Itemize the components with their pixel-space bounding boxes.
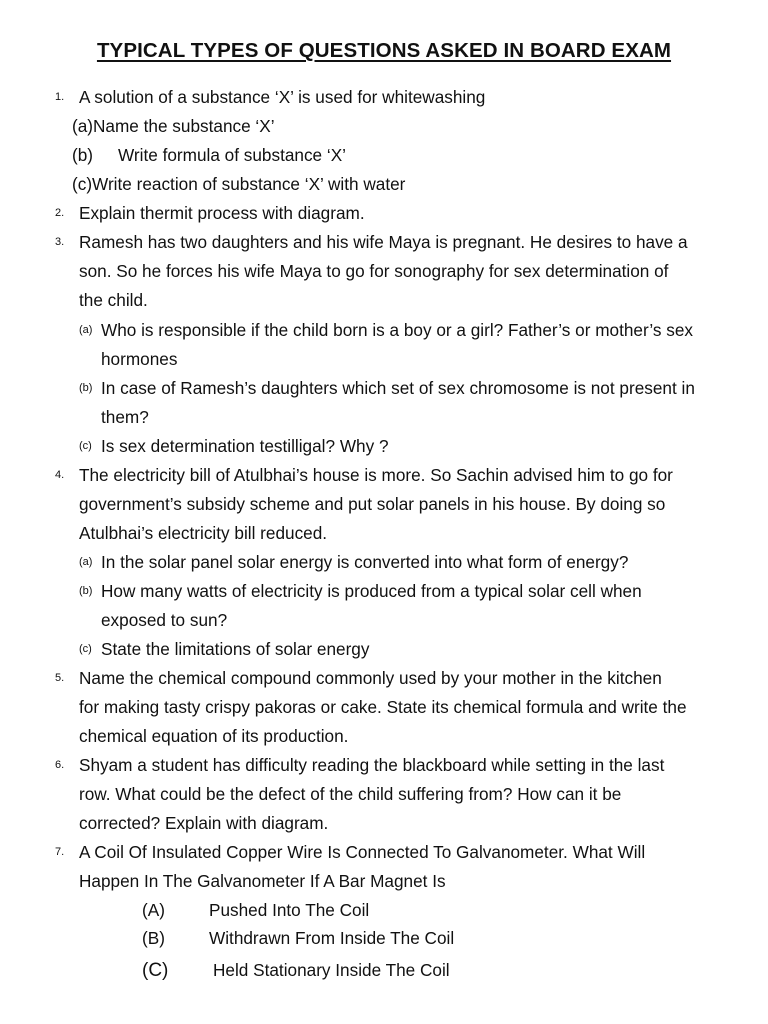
part-label: (a) [79,324,93,336]
question-line: Shyam a student has difficulty reading the blackboard while setting in the last [79,755,665,775]
part-line: hormones [101,349,178,369]
option-text: Held Stationary Inside The Coil [213,960,450,980]
question-text [79,228,744,315]
question-line: A Coil Of Insulated Copper Wire Is Connected To Galvanometer. What Will [79,842,646,862]
question-text [79,461,744,548]
q1-part-c [72,170,405,199]
part-text [101,577,642,635]
question-number: 4. [55,469,65,481]
question-line: Name the chemical compound commonly used by your mother in the kitchen [79,668,662,688]
part-line: Who is responsible if the child born is a boy or a girl? Father’s or mother’s sex [101,320,693,340]
part-line: Is sex determination testilligal? Why ? [101,436,389,456]
question-number: 6. [55,759,65,771]
question-line: Explain thermit process with diagram. [79,203,365,223]
q1-part-b [72,141,346,170]
question-line: Happen In The Galvanometer If A Bar Magnet Is [79,871,446,891]
part-label: (a) [72,116,94,136]
part-text: Write reaction of substance ‘X’ with water [92,174,406,194]
question-text [79,664,744,751]
part-text [101,635,369,664]
part-line: How many watts of electricity is produced from a typical solar cell when [101,581,642,601]
part-label: (b) [79,382,93,394]
part-label: (b) [79,585,93,597]
option-text: Withdrawn From Inside The Coil [209,928,455,948]
question-number: 2. [55,207,65,219]
question-line: for making tasty crispy pakoras or cake. State its chemical formula and write the [79,697,687,717]
question-line: government’s subsidy scheme and put solar panels in his house. By doing so [79,494,666,514]
question-line: the child. [79,290,148,310]
option-label: (B) [142,928,165,948]
question-number: 1. [55,91,65,103]
part-label: (c) [79,440,92,452]
document-title: TYPICAL TYPES OF QUESTIONS ASKED IN BOARD EXAM [96,39,672,62]
question-line: chemical equation of its production. [79,726,349,746]
question-line: corrected? Explain with diagram. [79,813,329,833]
part-text [101,316,693,374]
option-label: (C) [142,960,169,981]
question-text [79,751,744,838]
question-line: son. So he forces his wife Maya to go for sonography for sex determination of [79,261,669,281]
part-label: (b) [72,145,94,165]
part-label: (c) [79,643,92,655]
question-text [79,199,744,228]
part-text: Write formula of substance ‘X’ [118,145,346,165]
part-line: exposed to sun? [101,610,228,630]
part-text [101,374,695,432]
question-number: 5. [55,672,65,684]
part-line: State the limitations of solar energy [101,639,370,659]
option-text: Pushed Into The Coil [209,900,370,920]
question-number: 3. [55,236,65,248]
question-number: 7. [55,846,65,858]
question-text [79,83,744,112]
part-label: (a) [79,556,93,568]
question-text [79,838,744,896]
question-line: Atulbhai’s electricity bill reduced. [79,523,328,543]
part-text [101,432,389,461]
part-text: Name the substance ‘X’ [93,116,275,136]
part-label: (c) [72,174,93,194]
question-line: Ramesh has two daughters and his wife Maya is pregnant. He desires to have a [79,232,688,252]
part-line: them? [101,407,149,427]
question-line: A solution of a substance ‘X’ is used for whitewashing [79,87,486,107]
part-text [101,548,628,577]
option-label: (A) [142,900,165,920]
part-line: In the solar panel solar energy is converted into what form of energy? [101,552,629,572]
question-line: The electricity bill of Atulbhai’s house is more. So Sachin advised him to go for [79,465,673,485]
part-line: In case of Ramesh’s daughters which set of sex chromosome is not present in [101,378,695,398]
q1-part-a [72,112,275,141]
question-line: row. What could be the defect of the child suffering from? How can it be [79,784,622,804]
